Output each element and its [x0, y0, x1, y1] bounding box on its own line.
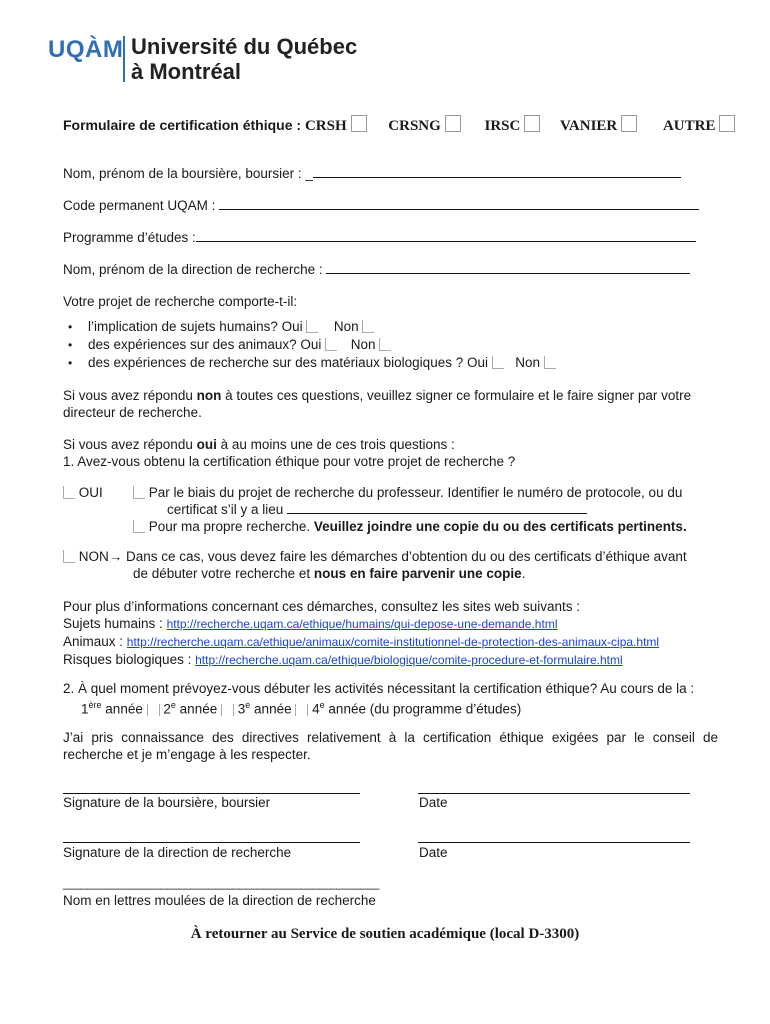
if-yes-paragraph — [63, 436, 723, 470]
certification-non-block — [63, 548, 723, 582]
question-animals — [68, 336, 556, 354]
agency-vanier-label: VANIER — [560, 118, 618, 134]
year-2-num: 2 — [163, 701, 171, 717]
own-research-label: Pour ma propre recherche. — [148, 519, 311, 534]
oui-label: Oui — [466, 355, 488, 370]
timing-question: 2. À quel moment prévoyez-vous débuter les activités nécessitant la certification éthique? Au cours de la : — [63, 681, 695, 696]
year-4-num: 4 — [312, 701, 320, 717]
agency-crsng-checkbox[interactable] — [445, 115, 461, 132]
non-label: Non — [515, 355, 541, 370]
non-label: Non — [333, 319, 359, 334]
if-yes-bold: oui — [196, 437, 217, 452]
professor-project-label: Par le biais du projet de recherche du professeur. Identifier le numéro de protocole, ou du — [148, 485, 683, 500]
protocol-label: certificat s’il y a lieu — [167, 502, 284, 517]
humans-link[interactable]: http://recherche.uqam.ca/ethique/humains/qui-depose-une-demande.html — [166, 617, 558, 631]
non-instruction-line-1: Dans ce cas, vous devez faire les démarches d’obtention du ou des certificats d’éthique avant — [126, 549, 687, 564]
year-1-label: année — [105, 701, 143, 717]
year-3-sup: e — [245, 700, 251, 710]
question-animals-label: des expériences sur des animaux? — [88, 337, 297, 352]
year-3-label: année — [254, 701, 292, 717]
if-no-bold: non — [196, 388, 222, 403]
year-4-label: année (du programme d’études) — [328, 701, 522, 717]
questions-intro: Votre projet de recherche comporte-t-il: — [63, 294, 298, 309]
if-no-text-1: Si vous avez répondu — [63, 388, 193, 403]
director-date-label: Date — [419, 845, 448, 860]
non-label: Non — [350, 337, 376, 352]
human-non-checkbox[interactable] — [362, 320, 374, 333]
human-oui-checkbox[interactable] — [306, 320, 318, 333]
oui-label: Oui — [281, 319, 303, 334]
uqam-logo-mark: UQÀM — [48, 36, 124, 63]
year-2-sup: e — [170, 700, 176, 710]
student-date-label: Date — [419, 795, 448, 810]
program-label: Programme d’études : — [63, 230, 196, 245]
bullet: • — [68, 356, 73, 370]
form-title — [63, 115, 735, 135]
if-yes-text-1: Si vous avez répondu — [63, 437, 193, 452]
year-1-checkbox[interactable] — [147, 704, 160, 716]
bio-non-checkbox[interactable] — [544, 356, 556, 369]
director-date-line[interactable] — [418, 841, 690, 843]
student-name-input[interactable] — [313, 176, 681, 178]
program-field-row — [63, 230, 696, 245]
bio-link[interactable]: http://recherche.uqam.ca/ethique/biologique/comite-procedure-et-formulaire.html — [195, 653, 623, 667]
logo-divider — [123, 36, 125, 82]
director-label: Nom, prénom de la direction de recherche : — [63, 262, 323, 277]
certification-oui-checkbox[interactable] — [63, 486, 75, 499]
commitment-paragraph: J’ai pris connaissance des directives relativement à la certification éthique exigées par le conseil de recherche et je m’engage à les respecter. — [63, 730, 718, 762]
student-signature-line[interactable] — [63, 792, 360, 794]
year-2-checkbox[interactable] — [221, 704, 234, 716]
director-input[interactable] — [326, 272, 690, 274]
certification-oui-block — [63, 484, 723, 535]
non-instruction-bold: nous en faire parvenir une copie — [313, 566, 522, 581]
director-signature-line[interactable] — [63, 841, 360, 843]
certification-non-label: NON→ — [78, 549, 123, 564]
non-instruction-end: . — [521, 566, 526, 581]
agency-autre-label: AUTRE — [662, 118, 716, 134]
question-bio-label: des expériences de recherche sur des matériaux biologiques ? — [88, 355, 464, 370]
bullet: • — [68, 338, 73, 352]
student-name-label: Nom, prénom de la boursière, boursier : _ — [63, 166, 313, 181]
form-title-label: Formulaire de certification éthique : — [63, 117, 302, 133]
questions-list — [68, 318, 556, 372]
director-field-row — [63, 262, 690, 277]
bullet: • — [68, 320, 73, 334]
code-field-row — [63, 198, 699, 213]
own-research-instruction: Veuillez joindre une copie du ou des certificats pertinents. — [313, 519, 687, 534]
oui-label: Oui — [300, 337, 322, 352]
animals-link[interactable]: http://recherche.uqam.ca/ethique/animaux/comite-institutionnel-de-protection-des-animaux-cipa.html — [126, 635, 660, 649]
year-1-sup: ère — [88, 700, 102, 710]
year-3-checkbox[interactable] — [295, 704, 308, 716]
year-2-label: année — [179, 701, 218, 717]
year-1-num: 1 — [81, 701, 89, 717]
if-yes-text-2: à au moins une de ces trois questions : — [220, 437, 455, 452]
code-label: Code permanent UQAM : — [63, 198, 216, 213]
agency-irsc-label: IRSC — [484, 118, 521, 134]
question-human-subjects — [68, 318, 556, 336]
university-line-2: à Montréal — [131, 59, 242, 84]
question-biological — [68, 354, 556, 372]
agency-autre-checkbox[interactable] — [719, 115, 735, 132]
director-signature-label: Signature de la direction de recherche — [63, 845, 292, 860]
student-signature-label: Signature de la boursière, boursier — [63, 795, 271, 810]
animals-non-checkbox[interactable] — [379, 338, 391, 351]
university-name — [131, 34, 357, 84]
certification-question: 1. Avez-vous obtenu la certification éthique pour votre projet de recherche ? — [63, 454, 516, 469]
bio-oui-checkbox[interactable] — [492, 356, 504, 369]
certification-non-checkbox[interactable] — [63, 550, 75, 563]
director-printed-name-label: Nom en lettres moulées de la direction de recherche — [63, 893, 376, 908]
timing-options — [63, 697, 743, 718]
student-date-line[interactable] — [418, 792, 690, 794]
agency-vanier-checkbox[interactable] — [621, 115, 637, 132]
agency-crsh-checkbox[interactable] — [351, 115, 367, 132]
if-no-text-2: à toutes ces questions, veuillez signer ce formulaire et le faire signer par votre directeur de recherche. — [63, 388, 692, 420]
agency-irsc-checkbox[interactable] — [524, 115, 540, 132]
own-research-checkbox[interactable] — [133, 520, 145, 533]
student-name-field-row — [63, 166, 681, 181]
year-4-sup: e — [319, 700, 325, 710]
question-human-label: l’implication de sujets humains? — [88, 319, 278, 334]
agency-crsng-label: CRSNG — [388, 118, 441, 134]
timing-section — [63, 680, 743, 718]
animals-oui-checkbox[interactable] — [325, 338, 337, 351]
non-instruction-line-2: de débuter votre recherche et — [133, 566, 311, 581]
university-line-1: Université du Québec — [131, 34, 358, 59]
director-printed-name-line[interactable]: ____________________________________________________ — [63, 876, 379, 890]
agency-crsh-label: CRSH — [304, 118, 347, 134]
info-section — [63, 598, 723, 669]
protocol-number-input[interactable] — [287, 512, 587, 514]
if-no-paragraph — [63, 387, 723, 421]
certification-oui-label: OUI — [78, 485, 103, 500]
year-3-num: 3 — [237, 701, 246, 717]
humans-link-label: Sujets humains : — [63, 616, 163, 631]
professor-project-checkbox[interactable] — [133, 486, 145, 499]
info-intro: Pour plus d’informations concernant ces démarches, consultez les sites web suivants : — [63, 599, 581, 614]
animals-link-label: Animaux : — [63, 634, 124, 649]
bio-link-label: Risques biologiques : — [63, 652, 192, 667]
program-input[interactable] — [196, 240, 696, 242]
return-instructions: À retourner au Service de soutien académique (local D-3300) — [190, 926, 580, 942]
code-input[interactable] — [219, 208, 699, 210]
